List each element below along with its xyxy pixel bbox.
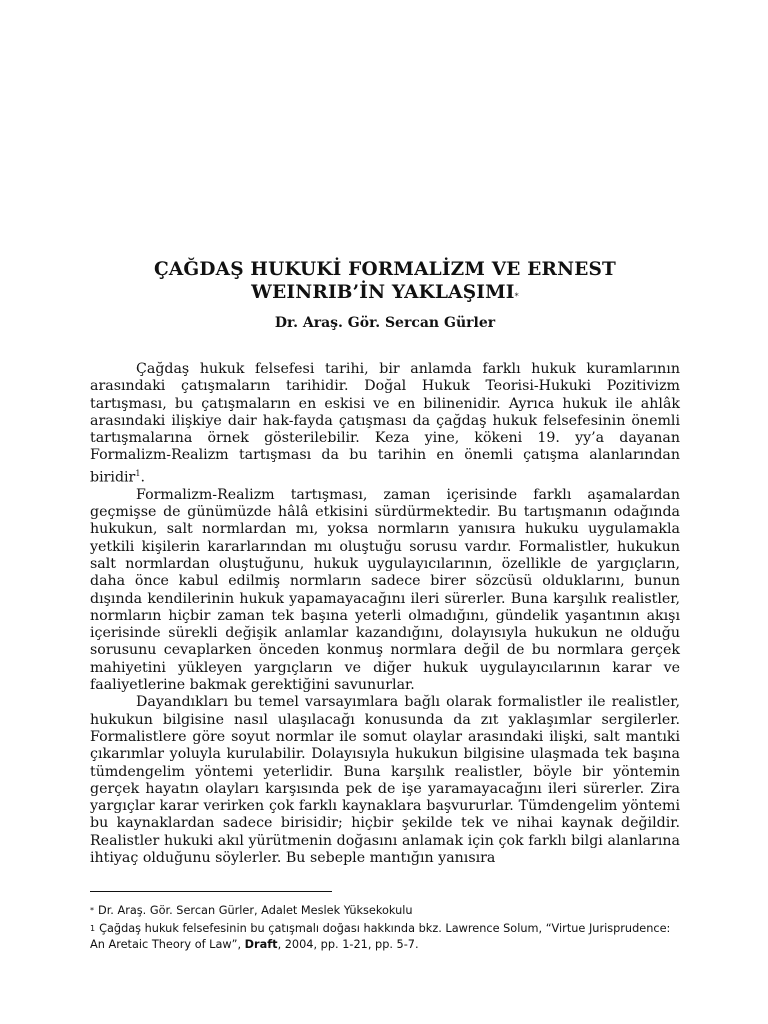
title-line-1: ÇAĞDAŞ HUKUKİ FORMALİZM VE ERNEST <box>153 259 617 280</box>
paragraph <box>90 361 680 487</box>
footnote-divider <box>90 891 332 892</box>
footnotes <box>90 903 680 955</box>
title-line-2-text: WEINRIB’İN YAKLAŞIMI <box>251 282 515 303</box>
paragraph-tail: . <box>140 469 145 486</box>
paragraph: Dayandıkları bu temel varsayımlara bağlı olarak formalistler ile realistler, hukukun bilgisine nasıl ulaşılacağı konusunda da zıt yaklaşımlar sergilerler. Formalistlere göre soyut normlar ile somut olaylar arasındaki ilişki, salt mantıki çıkarımlar yoluyla kurulabilir. Dolayısıyla hukukun bilgisine ulaşmada tek başına tümdengelim yöntemi yeterlidir. Buna karşılık realistler, böyle bir yöntemin gerçek hayatın olayları karşısında pek de işe yaramayacağını ileri sürerler. Zira yargıçlar karar verirken çok farklı kaynaklara başvururlar. Tümdengelim yöntemi bu kaynaklardan sadece birisidir; hiçbir şekilde tek ve nihai kaynak değildir. Realistler hukuki akıl yürütmenin doğasını anlamak için çok farklı bilgi alanlarına ihtiyaç olduğunu söylerler. Bu sebeple mantığın yanısıra <box>90 694 680 867</box>
footnote-mark: * <box>90 906 94 915</box>
title-footnote-mark[interactable]: * <box>514 292 519 301</box>
footnote-mark: 1 <box>90 924 96 933</box>
footnote-text-end: , 2004, pp. 1-21, pp. 5-7. <box>277 938 419 951</box>
footnote-item <box>90 921 680 953</box>
footnote-text: Dr. Araş. Gör. Sercan Gürler, Adalet Meslek Yüksekokulu <box>98 904 413 917</box>
footnote-text: Çağdaş hukuk felsefesinin bu çatışmalı doğası hakkında bkz. Lawrence Solum, “Virtue Jurisprudence: An Aretaic Theory of Law”, <box>90 922 671 951</box>
footnote-bold-title: Draft <box>244 938 278 951</box>
article-body <box>90 361 680 867</box>
article-title <box>90 258 680 304</box>
footnote-item <box>90 903 680 919</box>
footnote-ref-1[interactable]: 1 <box>135 468 141 478</box>
author-line: Dr. Araş. Gör. Sercan Gürler <box>274 315 496 331</box>
paragraph-text: Çağdaş hukuk felsefesi tarihi, bir anlamda farklı hukuk kuramlarının arasındaki çatışmaların tarihidir. Doğal Hukuk Teorisi-Hukuki Pozitivizm tartışması, bu çatışmaların en eskisi ve en bilinenidir. Ayrıca hukuk ile ahlâk arasındaki ilişkiye dair hak-fayda çatışması da çağdaş hukuk felsefesinin önemli tartışmalarına örnek gösterilebilir. Keza yine, kökeni 19. yy’a dayanan Formalizm-Realizm tartışması da bu tarihin en önemli çatışma alanlarından biridir <box>90 361 680 486</box>
paragraph: Formalizm-Realizm tartışması, zaman içerisinde farklı aşamalardan geçmişse de günümüzde hâlâ etkisini sürdürmektedir. Bu tartışmanın odağında hukukun, salt normlardan mı, yoksa normların yanısıra hukuku uygulamakla yetkili kişilerin kararlarından mı oluştuğu sorusu vardır. Formalistler, hukukun salt normlardan oluştuğunu, hukuk uygulayıcılarının, özellikle de yargıçların, daha önce kabul edilmiş normların sadece birer sözcüsü olduklarını, bunun dışında kendilerinin hukuk yapamayacağını ileri sürerler. Buna karşılık realistler, normların hiçbir zaman tek başına yeterli olmadığını, gündelik yaşantının akışı içerisinde sürekli değişik anlamlar kazandığını, dolayısıyla hukukun ne olduğu sorusunu cevaplarken önceden konmuş normlara değil de bu normlara gerçek mahiyetini yükleyen yargıçların ve diğer hukuk uygulayıcılarının karar ve faaliyetlerine bakmak gerektiğini savunurlar. <box>90 486 680 694</box>
title-line-2 <box>90 281 680 304</box>
